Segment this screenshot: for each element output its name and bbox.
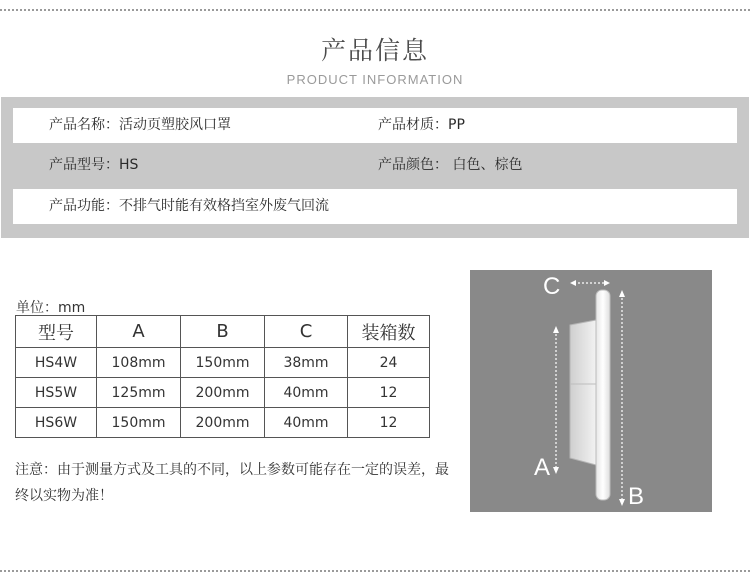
info-row-function	[13, 189, 737, 224]
product-dimension-diagram	[470, 270, 712, 512]
cell-box-qty: 12	[348, 408, 430, 438]
product-function: 产品功能：不排气时能有效格挡室外废气回流	[49, 198, 329, 214]
product-color: 产品颜色： 白色、棕色	[378, 157, 523, 173]
bottom-dotted-divider	[0, 570, 750, 572]
header-b: B	[181, 316, 265, 348]
measurement-note: 注意：由于测量方式及工具的不同，以上参数可能存在一定的误差，最终以实物为准！	[15, 462, 449, 504]
cell-model: HS4W	[16, 348, 97, 378]
section-header	[0, 34, 750, 87]
cell-b: 150mm	[181, 348, 265, 378]
cell-model: HS6W	[16, 408, 97, 438]
arrow-c	[570, 280, 610, 286]
label-a: A	[534, 454, 551, 481]
arrow-b	[619, 290, 625, 506]
dimension-drawing	[470, 270, 712, 512]
table-row	[16, 348, 430, 378]
label-c: C	[543, 273, 561, 300]
unit-label: 单位：mm	[16, 300, 86, 316]
product-name: 产品名称：活动页塑胶风口罩	[49, 117, 231, 133]
label-b: B	[628, 483, 645, 510]
table-row	[16, 378, 430, 408]
table-row	[16, 408, 430, 438]
cell-c: 40mm	[265, 378, 348, 408]
arrow-a	[553, 326, 559, 474]
cell-model: HS5W	[16, 378, 97, 408]
cell-a: 150mm	[97, 408, 181, 438]
product-model: 产品型号：HS	[49, 157, 139, 173]
info-row-model-color	[13, 148, 737, 183]
header-a: A	[97, 316, 181, 348]
cell-a: 125mm	[97, 378, 181, 408]
section-title: 产品信息	[320, 36, 429, 65]
top-dotted-divider	[0, 9, 750, 11]
cell-b: 200mm	[181, 408, 265, 438]
cell-b: 200mm	[181, 378, 265, 408]
section-subtitle: PRODUCT INFORMATION	[286, 72, 464, 87]
spec-table	[15, 315, 430, 438]
header-box-qty: 装箱数	[348, 316, 430, 348]
cell-c: 38mm	[265, 348, 348, 378]
cell-c: 40mm	[265, 408, 348, 438]
product-material: 产品材质：PP	[378, 117, 465, 133]
vent-duct-body	[570, 320, 596, 465]
table-header-row	[16, 316, 430, 348]
info-row-name-material	[13, 108, 737, 143]
cell-box-qty: 24	[348, 348, 430, 378]
header-model: 型号	[16, 316, 97, 348]
cell-box-qty: 12	[348, 378, 430, 408]
header-c: C	[265, 316, 348, 348]
vent-face-plate	[596, 290, 610, 500]
product-info-panel	[1, 97, 749, 238]
cell-a: 108mm	[97, 348, 181, 378]
